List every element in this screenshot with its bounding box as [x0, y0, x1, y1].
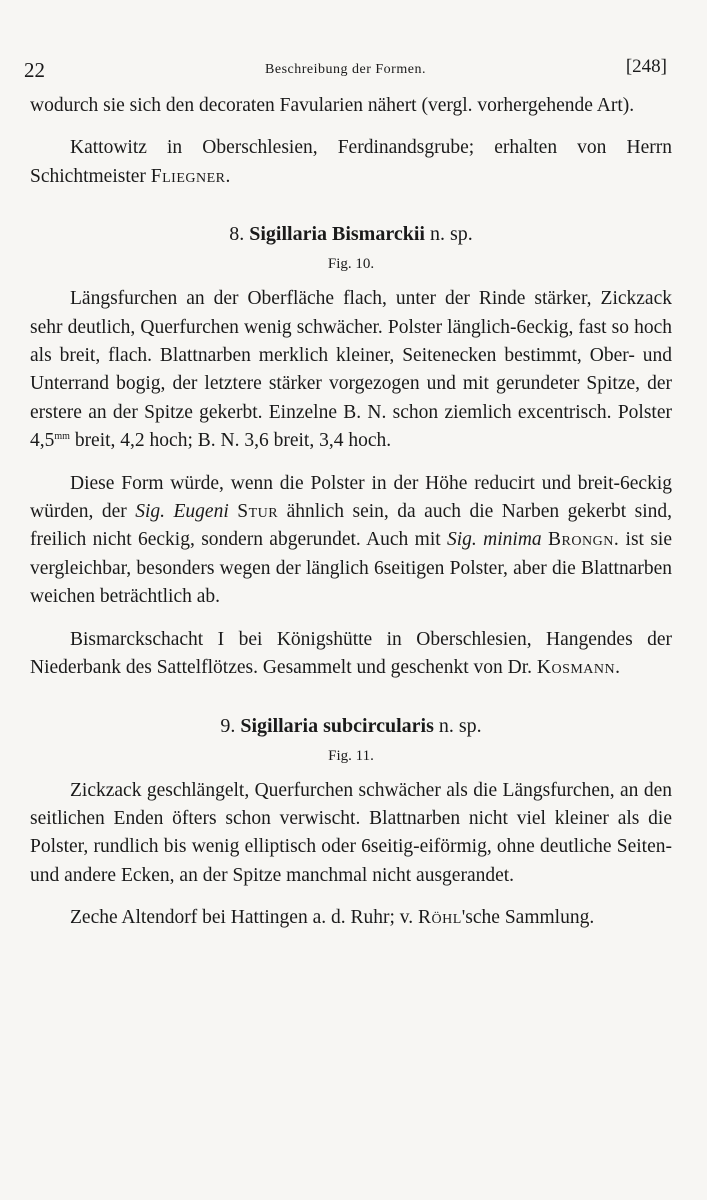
- description-text: Längsfurchen an der Oberfläche flach, unter der Rinde stärker, Zickzack sehr deutlich, Querfurchen wenig schwächer. Polster länglich-6eckig, fast so hoch als breit, flach. Blattnarben merklich kleiner, Seitenecken bestimmt, Ober- und Unterrand bogig, der letztere stärker vorgezogen und mit gerundeter Spitze, der erstere an der Spitze gekerbt. Einzelne B. N. schon ziemlich excentrisch. Polster 4,5: [30, 288, 672, 452]
- reference-number: [248]: [625, 56, 667, 77]
- intro-paragraph: [30, 92, 672, 120]
- comparison-text-2: ähnlich sein, da auch die Narben gekerbt sind, freilich nicht 6eckig, sondern abgerundet. Auch mit: [30, 501, 673, 551]
- species-9-heading: [30, 711, 672, 741]
- collector-roehl: Röhl: [418, 907, 462, 929]
- collector-kosmann: Kosmann: [536, 657, 616, 679]
- author-brongn: Brongn.: [548, 529, 620, 551]
- species-8-figure-ref: Fig. 10.: [327, 256, 375, 273]
- species-8-number: 8.: [229, 223, 245, 246]
- species-8-comparison: [30, 470, 672, 612]
- locality-end: .: [225, 165, 231, 187]
- species-9-name: Sigillaria subcircularis: [240, 714, 434, 737]
- species-9-suffix: n. sp.: [438, 714, 482, 737]
- comparison-text-3: ist sie vergleichbar, besonders wegen der länglich 6seitigen Polster, aber die Blattnarben weichen beträchtlich ab.: [30, 529, 672, 608]
- species-9-description: Zickzack geschlängelt, Querfurchen schwächer als die Längsfurchen, an den seitlichen Enden öfters schon verwischt. Blattnarben nicht viel kleiner als die Polster, rundlich bis wenig elliptisch oder 6seitig-eiförmig, ohne deutliche Seiten- und andere Ecken, an der Spitze manchmal nicht ausgerandet.: [30, 779, 672, 886]
- species-8-locality: [30, 626, 672, 683]
- locality-paragraph: [30, 134, 672, 191]
- species-9-number: 9.: [220, 714, 236, 737]
- species-ref-eugeni: Sig. Eugeni: [135, 501, 229, 523]
- locality-end-8: .: [615, 657, 621, 679]
- locality-text: Kattowitz in Oberschlesien, Ferdinandsgrube; erhalten von Herrn Schichtmeister: [30, 137, 672, 187]
- comparison-text: Diese Form würde, wenn die Polster in der Höhe reducirt und breit-6eckig würden, der: [30, 472, 672, 523]
- author-stur: Stur: [237, 501, 279, 523]
- page-header: [24, 54, 667, 84]
- running-title: Beschreibung der Formen.: [265, 62, 426, 77]
- locality-text-9: Zeche Altendorf bei Hattingen a. d. Ruhr; v.: [70, 907, 419, 929]
- species-9-figure-ref: Fig. 11.: [328, 747, 374, 764]
- species-8-description: [30, 285, 672, 455]
- species-9-locality: [30, 904, 672, 932]
- description-text-end: breit, 4,2 hoch; B. N. 3,6 breit, 3,4 hoch.: [69, 430, 392, 452]
- species-8-name: Sigillaria Bismarckii: [249, 223, 425, 246]
- intro-text: wodurch sie sich den decoraten Favularien nähert (vergl. vorhergehende Art).: [30, 95, 635, 116]
- page-number: 22: [24, 58, 45, 82]
- species-8-heading: [30, 219, 672, 249]
- locality-text-8: Bismarckschacht I bei Königshütte in Oberschlesien, Hangendes der Niederbank des Sattelflötzes. Gesammelt und geschenkt von Dr.: [30, 628, 672, 679]
- collector-name: Fliegner: [150, 165, 226, 187]
- species-ref-minima: Sig. minima: [447, 529, 542, 551]
- species-8-suffix: n. sp.: [429, 223, 473, 246]
- body-text: [30, 92, 672, 933]
- unit-superscript: mm: [54, 431, 70, 443]
- locality-end-9: 'sche Sammlung.: [461, 907, 595, 929]
